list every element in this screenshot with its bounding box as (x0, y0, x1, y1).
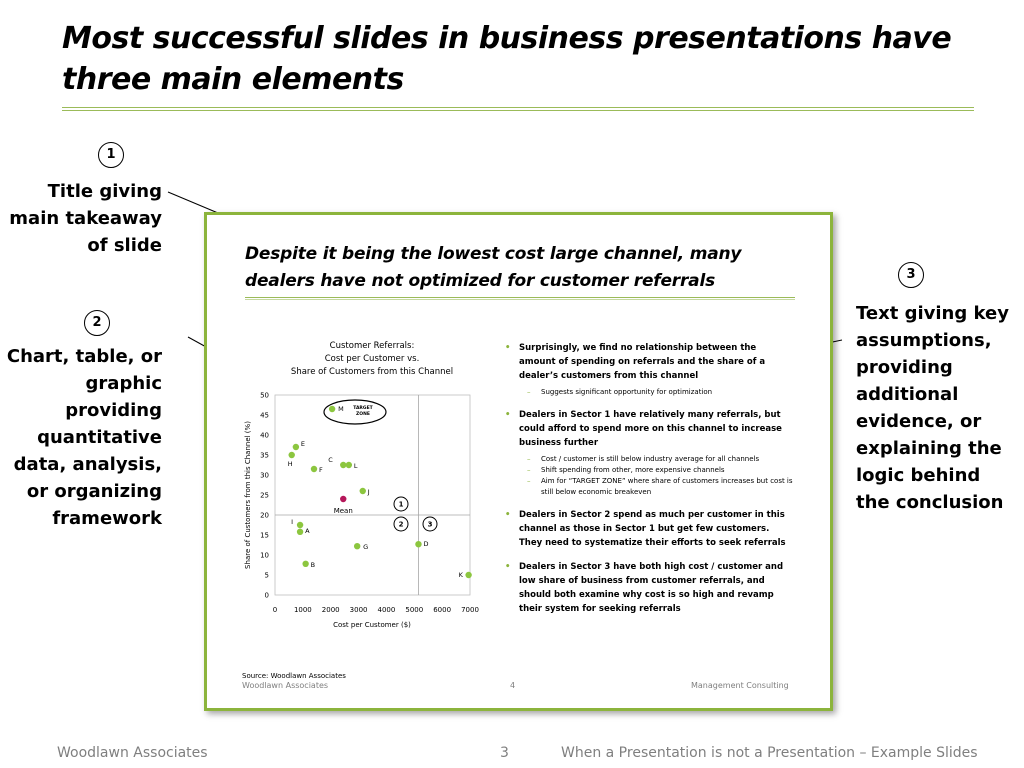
data-point-B (302, 561, 308, 567)
data-point-label: B (310, 560, 316, 569)
sub-bullet-text: – Aim for “TARGET ZONE” where share of customers increases but cost is still below economic breakeven (527, 477, 793, 496)
x-tick-label: 7000 (461, 606, 479, 614)
data-point-label: D (423, 540, 429, 549)
example-slide-title: Despite it being the lowest cost large channel, many dealers have not optimized for customer referrals (245, 244, 742, 291)
y-axis-label: Share of Customers from this Channel (%) (244, 421, 252, 569)
y-tick-label: 40 (260, 431, 269, 440)
scatter-chart (237, 337, 497, 637)
bullet-group-2 (505, 408, 795, 498)
chart-title (291, 341, 453, 377)
footer-right: When a Presentation is not a Presentation – Example Slides (561, 745, 978, 761)
data-point-J (360, 488, 366, 494)
sub-bullet-text: – Shift spending from other, more expensive channels (527, 466, 725, 474)
chart-title-line: Cost per Customer vs. (324, 354, 420, 364)
footer-page-number: 3 (500, 745, 509, 761)
bullet-group-3 (505, 508, 795, 550)
sub-bullet-text: – Suggests significant opportunity for optimization (527, 388, 713, 396)
data-point-label: K (458, 571, 463, 579)
bullet-text: • Dealers in Sector 2 spend as much per customer in this channel as those in Sector 1 but get few customers. They need to systematize their efforts to seek referrals (505, 510, 786, 548)
target-zone-label: TARGET (353, 406, 373, 411)
y-tick-label: 0 (264, 591, 269, 600)
y-tick-label: 10 (260, 551, 269, 560)
example-slide-footer-right: Management Consulting (691, 681, 789, 690)
chart-title-line: Share of Customers from this Channel (290, 367, 454, 377)
dash-icon: – (527, 455, 531, 463)
data-point-D (415, 541, 421, 547)
mean-point (340, 496, 346, 502)
data-point-label: I (291, 518, 293, 526)
source-note: Source: Woodlawn Associates (242, 672, 346, 680)
y-tick-label: 25 (260, 491, 269, 500)
mean-label: Mean (333, 507, 353, 515)
chart-title-line: Customer Referrals: (329, 341, 415, 351)
x-tick-label: 2000 (321, 606, 340, 614)
y-tick-label: 15 (260, 531, 269, 540)
x-tick-label: 5000 (405, 606, 424, 614)
data-point-C (340, 462, 346, 468)
data-point-G (354, 543, 360, 549)
data-point-L (346, 462, 352, 468)
page-title: Most successful slides in business presentations have three main elements (62, 21, 952, 97)
bullet-group-4 (505, 560, 795, 616)
callout-text-3: Text giving key assumptions, providing additional evidence, or explaining the logic behind the conclusion (856, 303, 1009, 513)
data-point-H (289, 452, 295, 458)
callout-badge-3: 3 (898, 262, 924, 288)
example-slide-title-divider (245, 297, 795, 298)
callout-text-2: Chart, table, or graphic providing quantitative data, analysis, or organizing framework (6, 346, 162, 529)
example-slide-bullets (505, 341, 795, 626)
example-slide-page-number: 4 (510, 681, 516, 690)
callout-badge-2: 2 (84, 310, 110, 336)
data-point-F (311, 466, 317, 472)
data-point-K (465, 572, 471, 578)
data-point-label: A (305, 526, 310, 535)
bullet-text: • Surprisingly, we find no relationship between the amount of spending on referrals and the share of a dealer’s customers from this channel (505, 343, 766, 381)
y-tick-label: 5 (264, 571, 269, 580)
bullet-icon: • (505, 510, 511, 520)
footer-left: Woodlawn Associates (57, 745, 208, 761)
x-tick-label: 3000 (349, 606, 368, 614)
dash-icon: – (527, 388, 531, 396)
y-tick-label: 20 (260, 511, 269, 520)
x-tick-label: 6000 (433, 606, 452, 614)
dash-icon: – (527, 477, 531, 485)
data-point-label: L (353, 462, 358, 470)
data-point-label: H (287, 460, 293, 468)
sector-badge-label: 1 (398, 500, 404, 509)
target-zone-label: ZONE (356, 412, 370, 417)
bullet-text: • Dealers in Sector 3 have both high cost / customer and low share of business from customer referrals, and should both examine why cost is so high and revamp their system for seeking referrals (505, 562, 784, 614)
bullet-icon: • (505, 562, 511, 572)
chart-axes (244, 392, 479, 630)
example-slide (204, 212, 833, 711)
data-point-label: F (319, 466, 323, 474)
x-tick-label: 4000 (377, 606, 396, 614)
bullet-icon: • (505, 343, 511, 353)
target-zone-ellipse (324, 400, 386, 424)
data-point-I (297, 522, 303, 528)
connector-line-1 (168, 192, 218, 213)
callout-badge-1: 1 (98, 142, 124, 168)
y-tick-label: 35 (260, 451, 269, 460)
sector-badge-label: 3 (427, 520, 433, 529)
callout-text-1: Title giving main takeaway of slide (9, 181, 162, 256)
bullet-group-1 (505, 341, 795, 398)
data-point-label: J (367, 488, 370, 496)
bullet-icon: • (505, 410, 511, 420)
sub-bullet-text: – Cost / customer is still below industry average for all channels (527, 455, 760, 463)
data-point-label: C (328, 456, 333, 464)
y-tick-label: 30 (260, 471, 269, 480)
bullet-text: • Dealers in Sector 1 have relatively many referrals, but could afford to spend more on this channel to increase business further (505, 410, 782, 448)
data-point-A (297, 529, 303, 535)
example-slide-footer-left: Woodlawn Associates (242, 681, 329, 690)
sector-badge-label: 2 (398, 520, 404, 529)
data-point-label: G (363, 543, 369, 552)
x-tick-label: 1000 (293, 606, 312, 614)
x-axis-label: Cost per Customer ($) (333, 621, 411, 629)
x-tick-label: 0 (272, 606, 278, 614)
chart-points (288, 405, 472, 579)
y-tick-label: 50 (260, 391, 269, 400)
y-tick-label: 45 (260, 411, 269, 420)
data-point-label: E (300, 440, 306, 448)
data-point-E (293, 444, 299, 450)
data-point-M (329, 406, 335, 412)
dash-icon: – (527, 466, 531, 474)
data-point-label: M (338, 405, 344, 413)
